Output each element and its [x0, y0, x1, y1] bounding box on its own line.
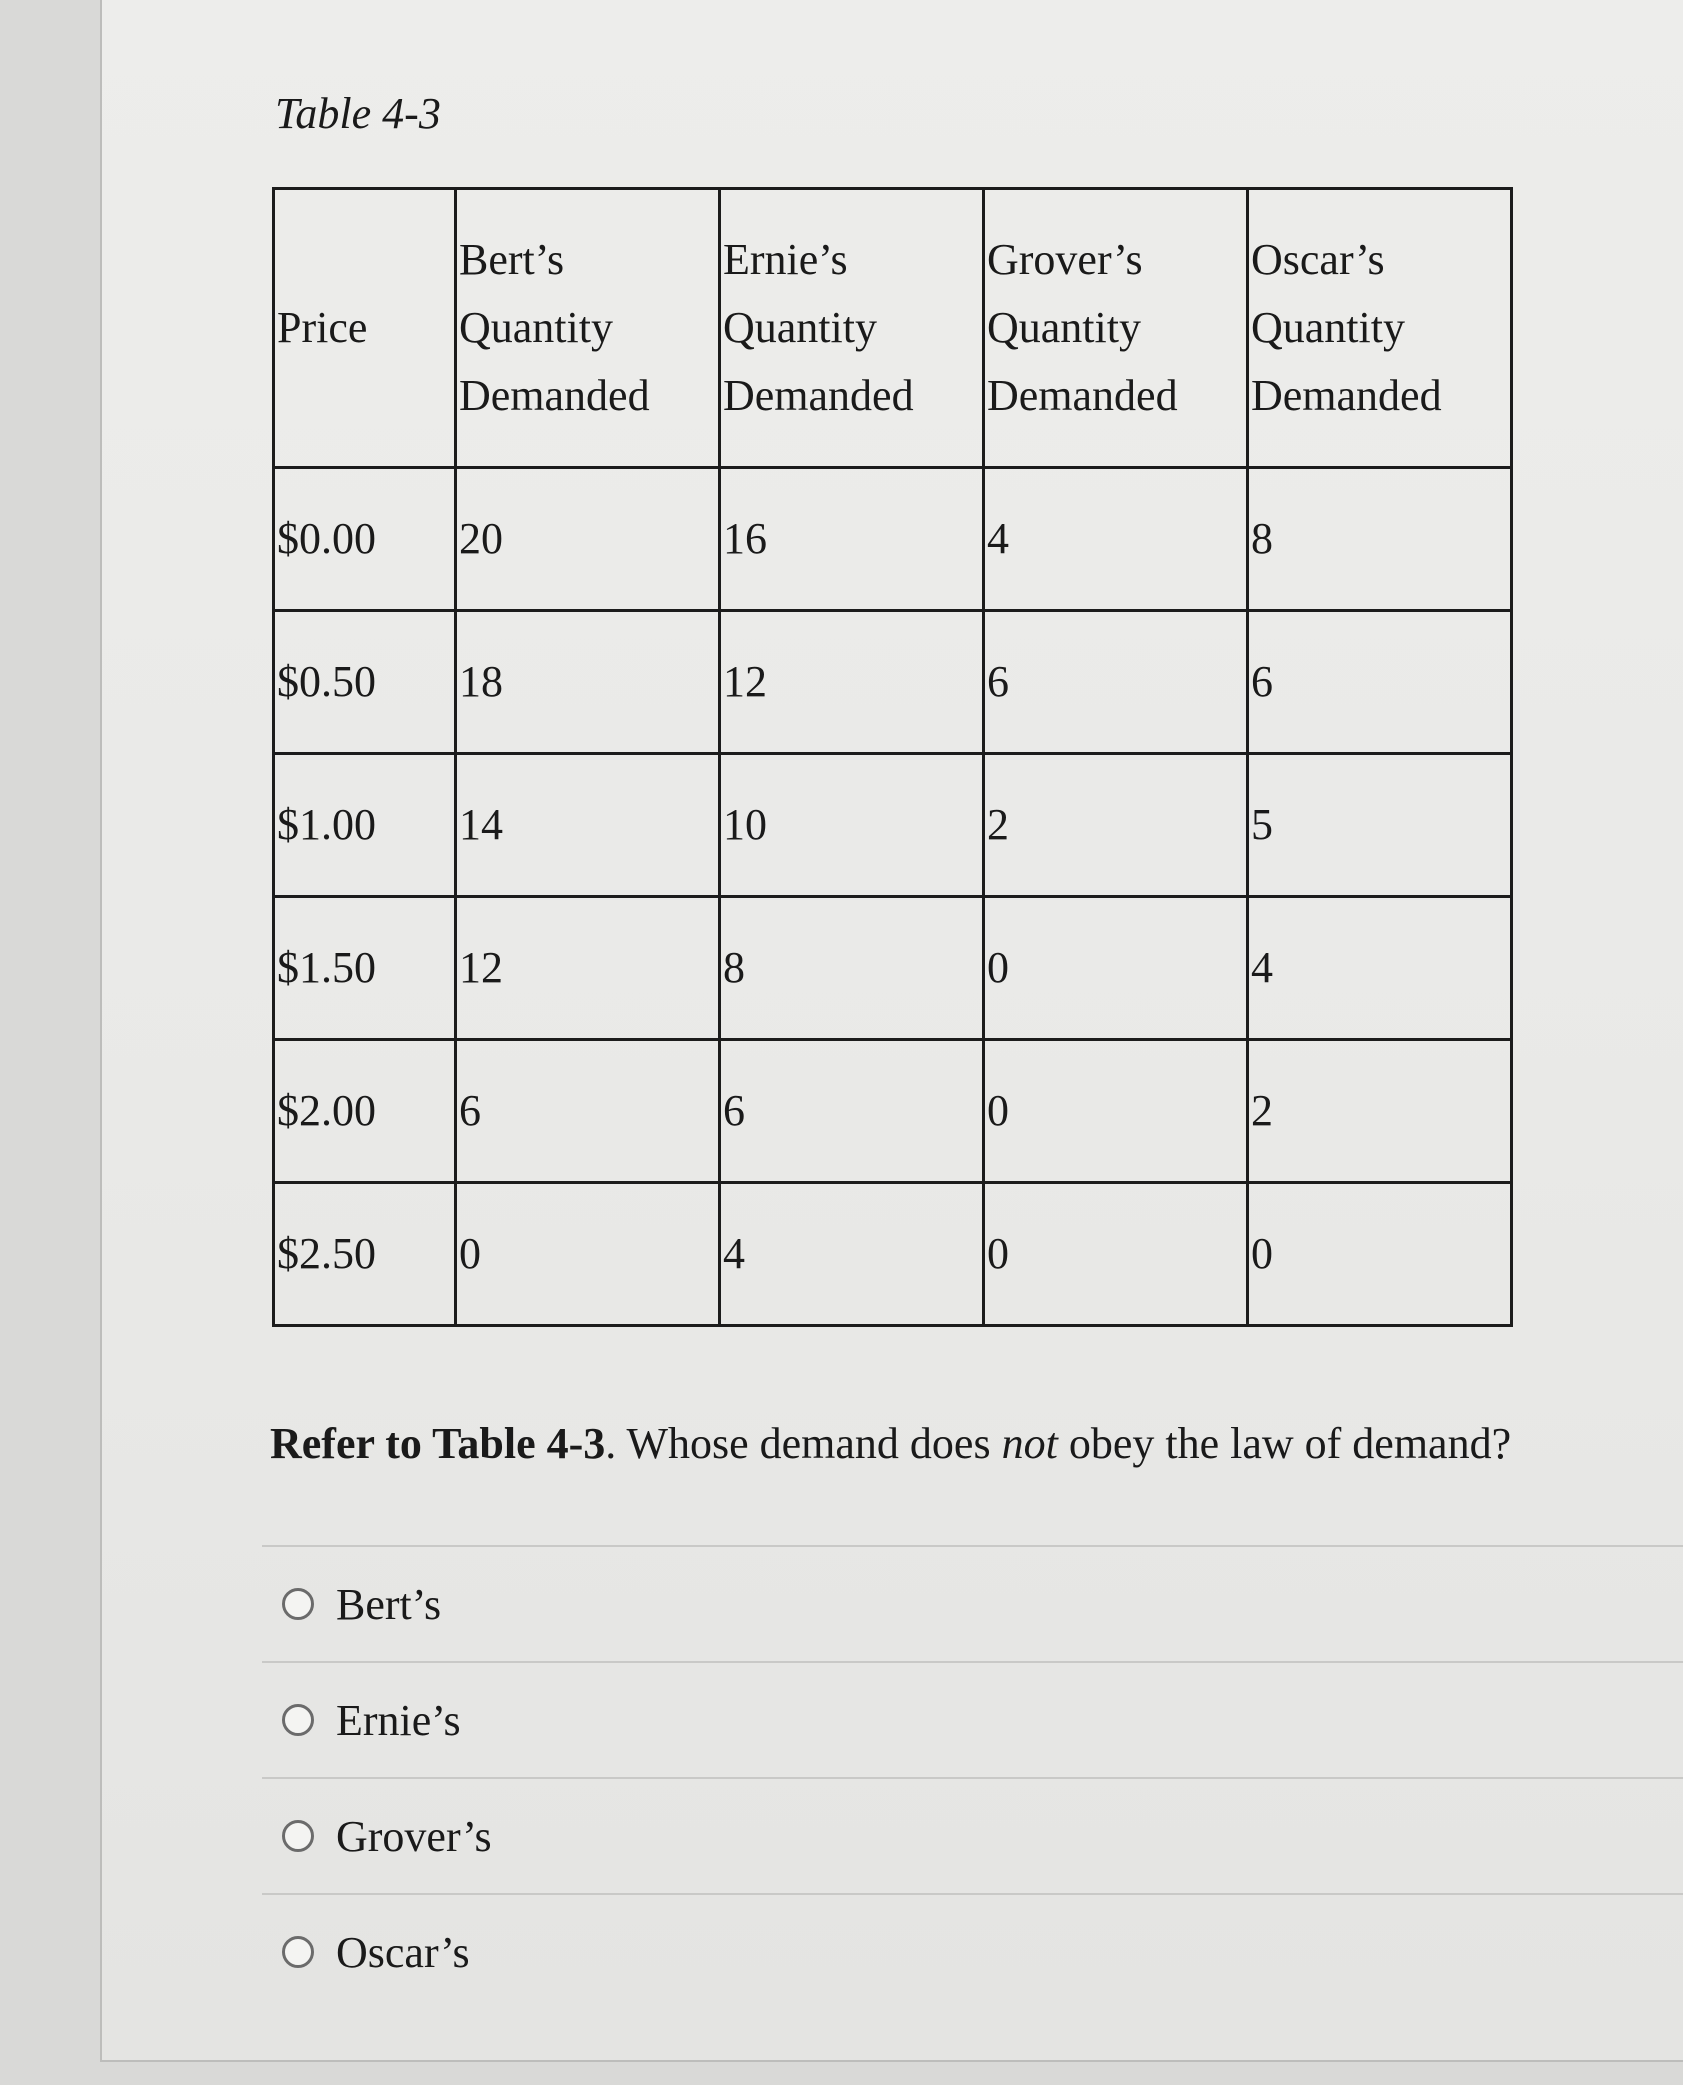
answer-option-label[interactable]: Ernie’s [336, 1695, 461, 1745]
answer-option-label[interactable]: Bert’s [336, 1579, 442, 1629]
question-reference: Refer to Table 4-3 [270, 1419, 606, 1468]
price-cell: $0.50 [274, 611, 456, 754]
header-line: Demanded [459, 371, 650, 420]
table-row [274, 754, 1512, 897]
ernie-cell: 4 [720, 1183, 984, 1326]
table-row [274, 611, 1512, 754]
price-cell: $1.50 [274, 897, 456, 1040]
oscar-cell: 5 [1248, 754, 1512, 897]
header-line: Quantity [1251, 303, 1405, 352]
question-page [100, 0, 1683, 2062]
oscar-cell: 6 [1248, 611, 1512, 754]
answer-options [262, 1545, 1683, 2009]
answer-option-ernies[interactable] [262, 1661, 1683, 1777]
header-line: Grover’s [987, 235, 1143, 284]
bert-cell: 0 [456, 1183, 720, 1326]
answer-option-oscars[interactable] [262, 1893, 1683, 2009]
question-text-part: obey the law of demand? [1057, 1419, 1512, 1468]
ernie-cell: 6 [720, 1040, 984, 1183]
ernie-cell: 8 [720, 897, 984, 1040]
oscar-cell: 4 [1248, 897, 1512, 1040]
price-cell: $0.00 [274, 468, 456, 611]
price-cell: $1.00 [274, 754, 456, 897]
header-line: Quantity [987, 303, 1141, 352]
header-line: Quantity [723, 303, 877, 352]
bert-cell: 14 [456, 754, 720, 897]
header-line: Demanded [1251, 371, 1442, 420]
answer-option-label[interactable]: Grover’s [336, 1811, 492, 1861]
table-row [274, 1183, 1512, 1326]
radio-button-icon[interactable] [282, 1588, 314, 1620]
grover-cell: 2 [984, 754, 1248, 897]
question-text-part: . Whose demand does [605, 1419, 1002, 1468]
ernie-cell: 16 [720, 468, 984, 611]
header-line: Ernie’s [723, 235, 848, 284]
bert-cell: 20 [456, 468, 720, 611]
grover-cell: 0 [984, 1040, 1248, 1183]
ernie-cell: 12 [720, 611, 984, 754]
question-emphasis: not [1001, 1419, 1058, 1468]
answer-option-label[interactable]: Oscar’s [336, 1927, 470, 1977]
bert-cell: 18 [456, 611, 720, 754]
grover-cell: 0 [984, 1183, 1248, 1326]
radio-button-icon[interactable] [282, 1936, 314, 1968]
header-line: Quantity [459, 303, 613, 352]
table-row [274, 1040, 1512, 1183]
header-grover [984, 189, 1248, 468]
table-title: Table 4-3 [275, 89, 441, 138]
ernie-cell: 10 [720, 754, 984, 897]
grover-cell: 0 [984, 897, 1248, 1040]
header-line: Oscar’s [1251, 235, 1385, 284]
oscar-cell: 2 [1248, 1040, 1512, 1183]
price-cell: $2.50 [274, 1183, 456, 1326]
header-bert [456, 189, 720, 468]
header-price [274, 189, 456, 468]
grover-cell: 4 [984, 468, 1248, 611]
bert-cell: 12 [456, 897, 720, 1040]
oscar-cell: 0 [1248, 1183, 1512, 1326]
question-text [270, 1418, 1511, 1469]
radio-button-icon[interactable] [282, 1704, 314, 1736]
answer-option-berts[interactable] [262, 1545, 1683, 1661]
header-oscar [1248, 189, 1512, 468]
header-line: Bert’s [459, 235, 565, 284]
table-header-row [274, 189, 1512, 468]
oscar-cell: 8 [1248, 468, 1512, 611]
table-row [274, 468, 1512, 611]
grover-cell: 6 [984, 611, 1248, 754]
answer-option-grovers[interactable] [262, 1777, 1683, 1893]
header-ernie [720, 189, 984, 468]
price-cell: $2.00 [274, 1040, 456, 1183]
table-row [274, 897, 1512, 1040]
demand-table [272, 187, 1513, 1327]
radio-button-icon[interactable] [282, 1820, 314, 1852]
header-price-line: Price [277, 303, 368, 352]
header-line: Demanded [723, 371, 914, 420]
bert-cell: 6 [456, 1040, 720, 1183]
header-line: Demanded [987, 371, 1178, 420]
